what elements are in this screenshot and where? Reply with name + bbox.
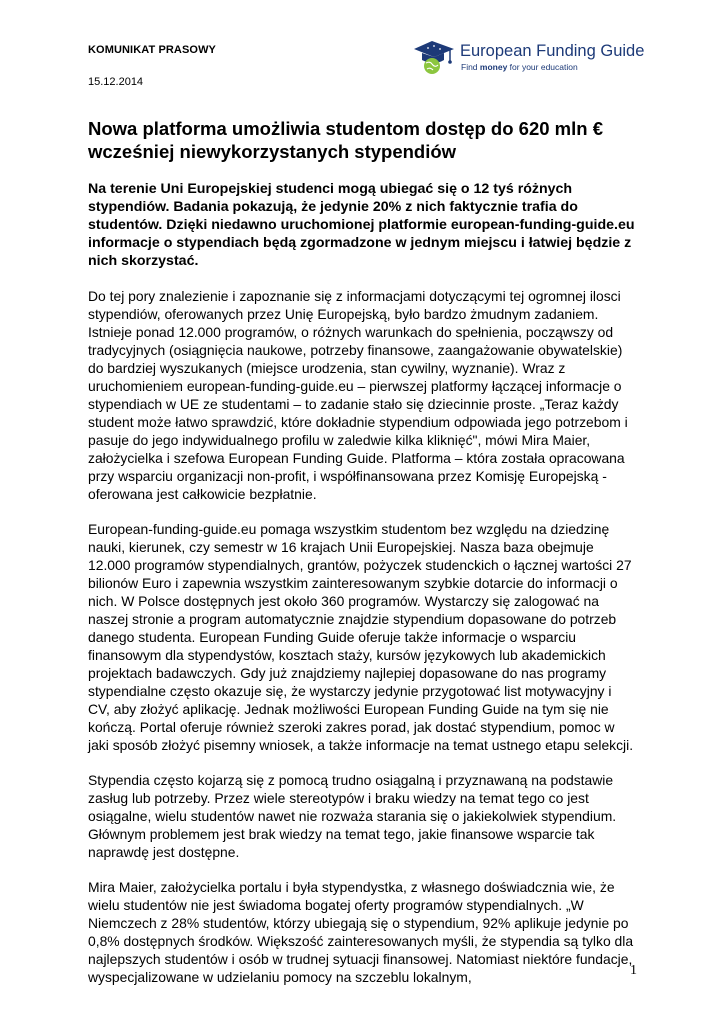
page-title: Nowa platforma umożliwia studentom dostęp do 620 mln € wcześniej niewykorzystanych stypendiów [88, 118, 603, 162]
body-paragraph: Do tej pory znalezienie i zapoznanie się z informacjami dotyczącymi tej ogromnej ilosci stypendiów, oferowanych przez Unię Europejską, było bardzo żmudnym zadaniem. Istnieje ponad 12.000 programów, o różnych warunkach do spełnienia, począwszy od tradycyjnych (osiągnięcia naukowe, potrzeby finansowe, zaangażowanie obywatelskie) do bardziej wyszukanych (miejsce urodzenia, stan cywilny, wyznanie). Wraz z uruchomieniem european-funding-guide.eu – pierwszej platformy łączącej informacje o stypendiach w UE ze studentami – to zadanie stało się dziecinnie proste. „Teraz każdy student może łatwo sprawdzić, które dokładnie stypendium odpowiada jego potrzebom i pasuje do jego indywidualnego profilu w zaledwie kilka kliknięć", mówi Mira Maier, założycielka i szefowa European Funding Guide. Platforma – która została opracowana przy wsparciu organizacji non-profit, i współfinansowana przez Komisję Europejską - oferowana jest całkowicie bezpłatnie. [88, 288, 628, 502]
graduation-cap-globe-icon [410, 40, 458, 76]
body-paragraph: Mira Maier, założycielka portalu i była stypendystka, z własnego doświadcznia wie, że wielu studentów nie jest świadoma bogatej oferty programów stypendialnych. „W Niemczech z 28% studentów, którzy ubiegają się o stypendium, 92% aplikuje jedynie po 0,8% dostępnych środków. Większość zainteresowanych myśli, że stypendia są tylko dla najlepszych studentów i osób w trudnej sytuacji finansowej. Natomiast niektóre fundacje, wyspecjalizowane w udzielaniu pomocy na szczeblu lokalnym, [88, 879, 634, 985]
document-label: KOMUNIKAT PRASOWY [88, 44, 216, 56]
article-body [88, 180, 636, 1003]
body-paragraph: Stypendia często kojarzą się z pomocą trudno osiągalną i przyznawaną na podstawie zasług lub potrzeby. Przez wiele stereotypów i braku wiedzy na temat tego co jest osiągalne, wielu studentów nawet nie rozważa starania się o jakiekolwiek stypendium. Głównym problemem jest brak wiedzy na temat tego, jakie finansowe wsparcie tak naprawdę jest dostępne. [88, 772, 617, 860]
lead-paragraph: Na terenie Uni Europejskiej studenci mogą ubiegać się o 12 tyś różnych stypendiów. Badania pokazują, że jedynie 20% z nich faktycznie trafia do studentów. Dzięki niedawno uruchomionej platformie european-funding-guide.eu informacje o stypendiach będą zgormadzone w jednym miejscu i łatwiej będzie z nich skorzystać. [88, 181, 635, 269]
logo-tagline: Find money for your education [461, 62, 578, 72]
logo-brand-name: European Funding Guide [460, 42, 645, 60]
european-funding-guide-logo [410, 40, 650, 80]
body-paragraph: European-funding-guide.eu pomaga wszystkim studentom bez względu na dziedzinę nauki, kierunek, czy semestr w 16 krajach Unii Europejskiej. Nasza baza obejmuje 12.000 programów stypendialnych, grantów, pożyczek studenckich o łącznej wartości 27 bilionów Euro i zapewnia wszystkim zainteresowanym szybkie dotarcie do informacji o nich. W Polsce dostępnych jest około 360 programów. Wystarczy się zalogować na naszej stronie a program automatycznie znajdzie stypendium dopasowane do potrzeb danego studenta. European Funding Guide oferuje także informacje o wsparciu finansowym dla stypendystów, kosztach staży, kursów językowych lub akademickich projektach badawczych. Gdy już znajdziemy najlepiej dopasowane do nas programy stypendialne często okazuje się, że wystarczy jedynie przygotować list motywacyjny i CV, aby złożyć aplikację. Jednak możliwości European Funding Guide na tym się nie kończą. Portal oferuje również szeroki zakres porad, jak dostać stypendium, pomoc w jaki sposób złożyć pisemny wniosek, a także informacje na temat ustnego etapu selekcji. [88, 521, 634, 753]
document-date: 15.12.2014 [88, 76, 144, 88]
page-number: 1 [630, 963, 637, 978]
